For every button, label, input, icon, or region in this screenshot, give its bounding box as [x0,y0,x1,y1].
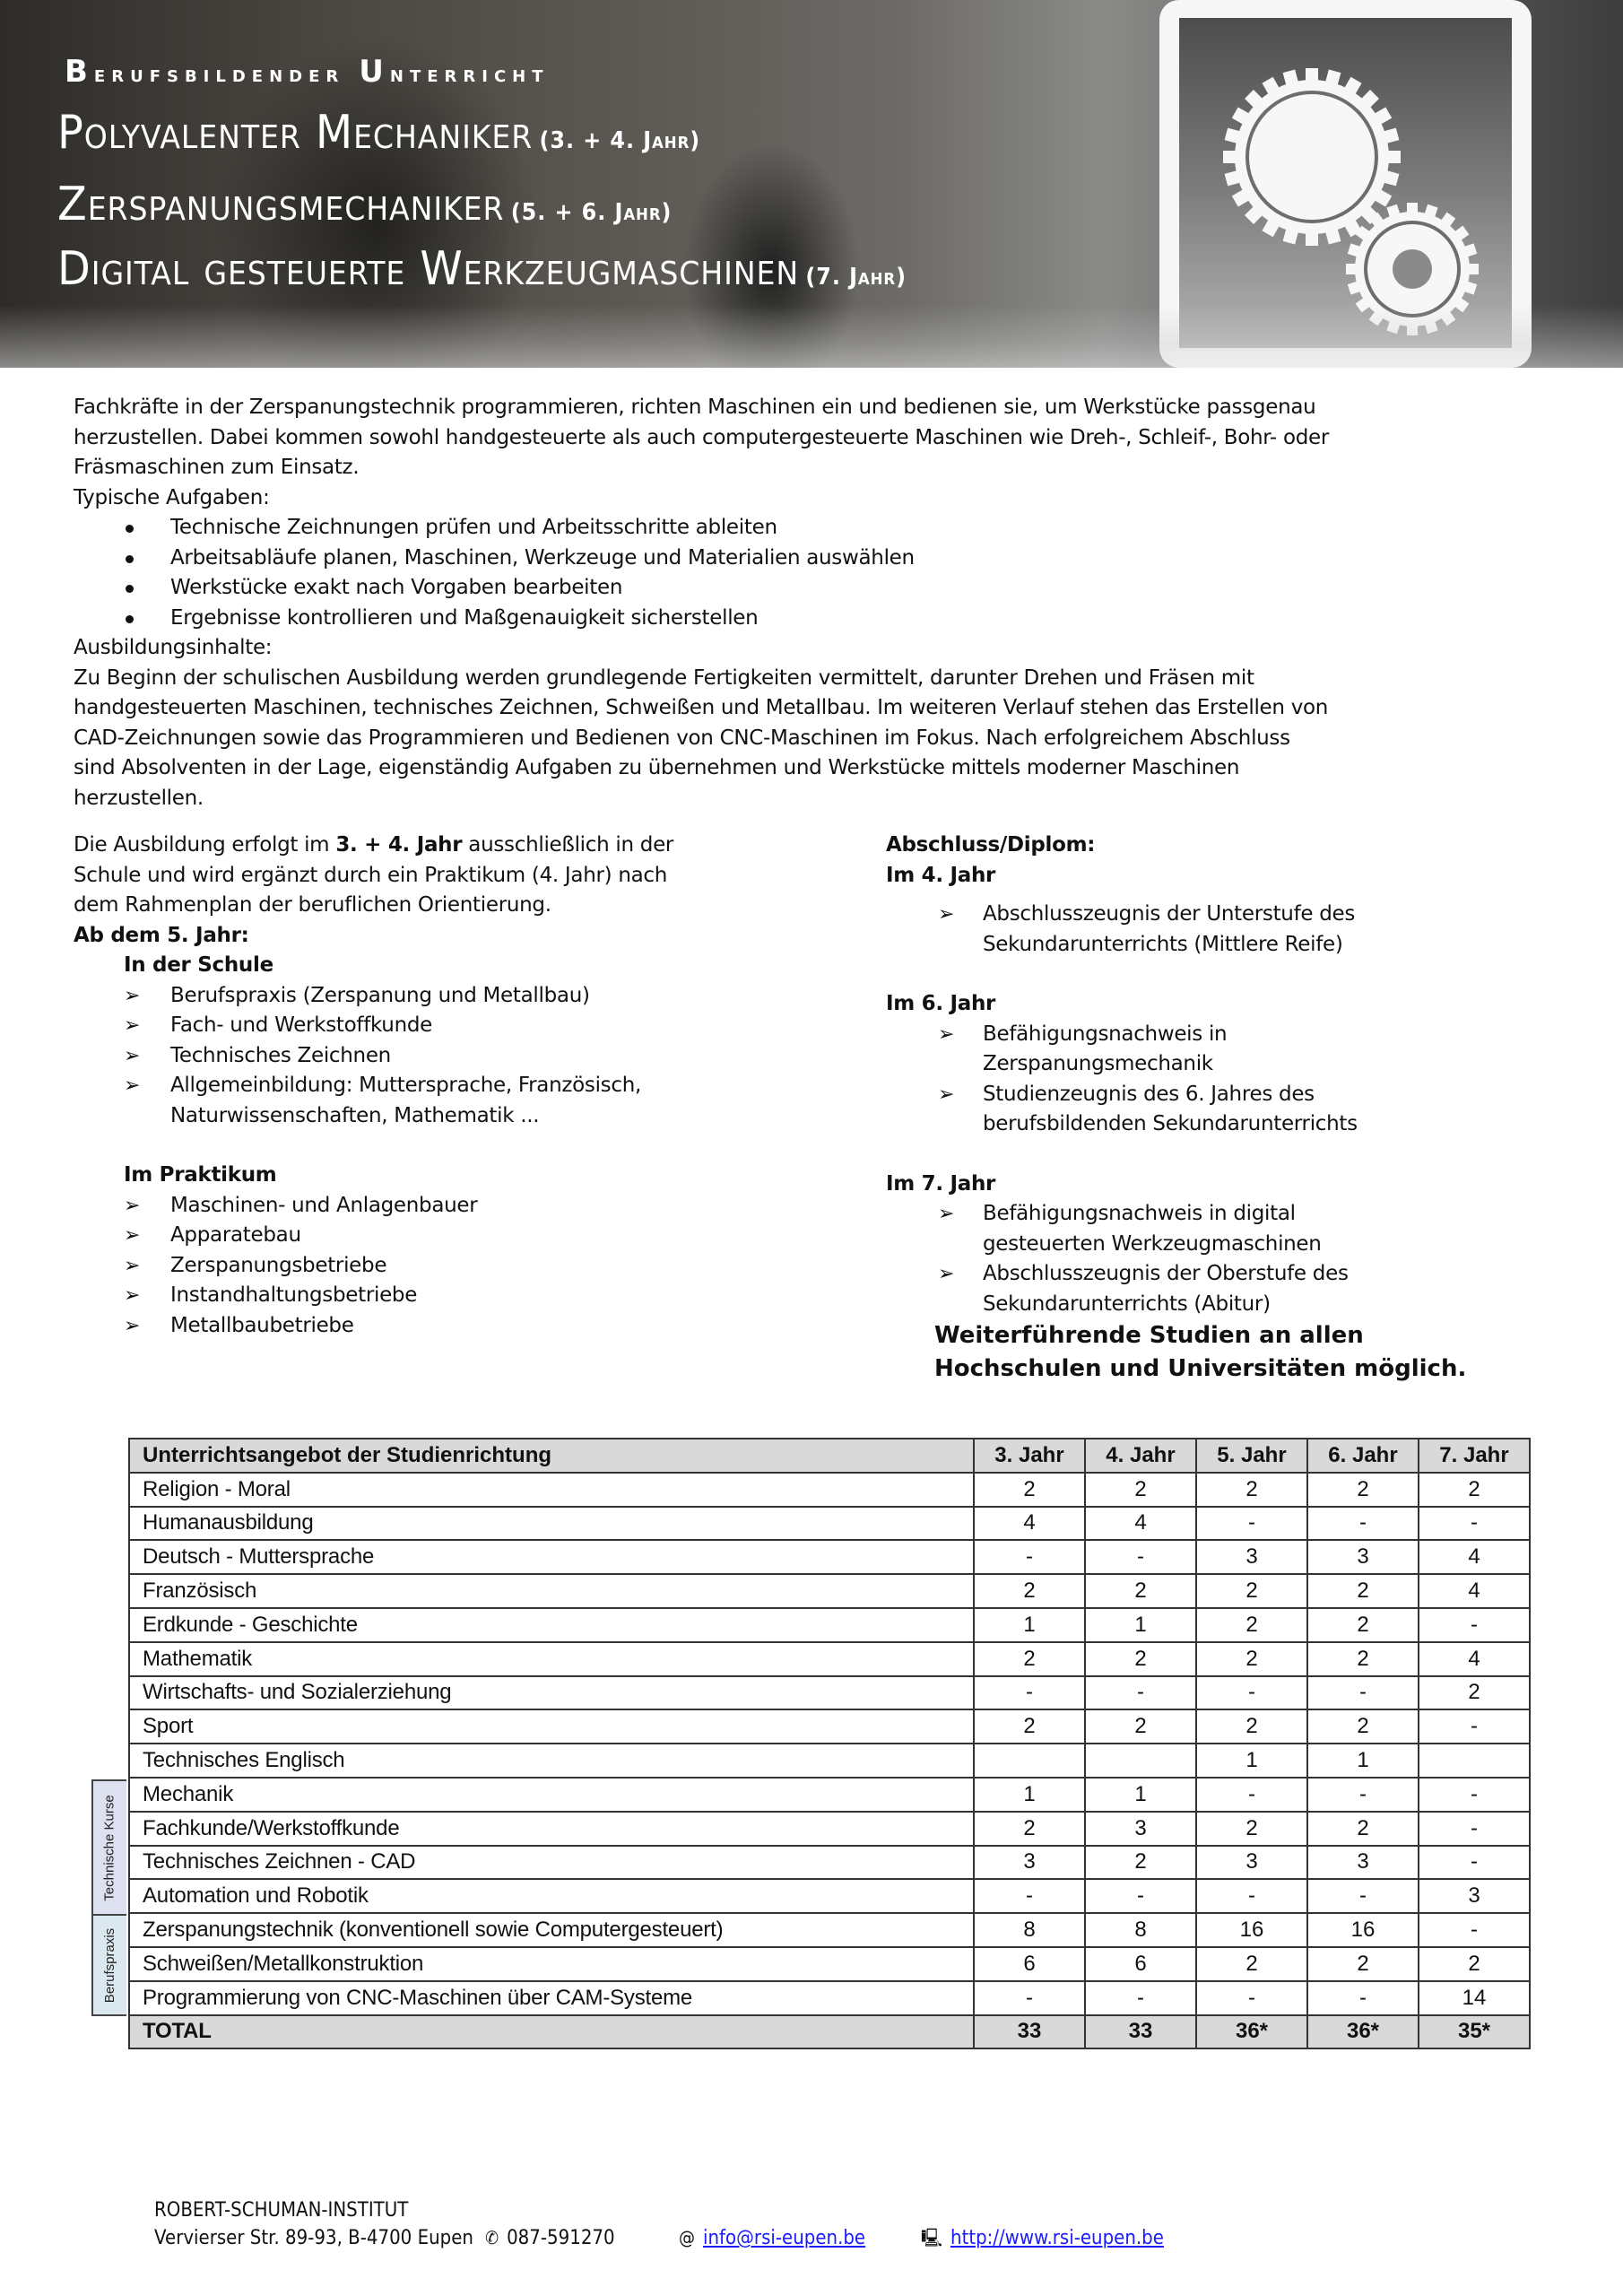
hours-cell: 4 [1419,1540,1530,1574]
table-row [129,1913,1530,1947]
hours-cell: 1 [1196,1744,1307,1778]
diploma-item [886,1259,1460,1319]
title-sub: (5. + 6. Jahr) [510,199,673,226]
hours-cell: - [1419,1507,1530,1541]
title-main: Polyvalenter Mechaniker [57,106,534,160]
item-text: Maschinen- und Anlagenbauer [170,1193,478,1217]
hours-cell: - [974,1676,1085,1710]
hours-cell: 16 [1307,1913,1419,1947]
title-sub: (3. + 4. Jahr) [539,127,701,154]
table-row [129,1574,1530,1608]
intro-line: Fachkräfte in der Zerspanungstechnik programmieren, richten Maschinen ein und bedienen sie, um Werkstücke passgenau [74,396,1316,419]
table-row [129,1947,1530,1981]
tasks-heading: Typische Aufgaben: [74,485,270,509]
hours-cell: 2 [974,1574,1085,1608]
group-label-practice [91,1914,126,2016]
subject-cell: Humanausbildung [129,1507,974,1541]
arrow-bullet-icon: ➢ [938,1083,955,1106]
table-row [129,1812,1530,1846]
hours-cell: 2 [1307,1947,1419,1981]
subject-cell: Religion - Moral [129,1473,974,1507]
hours-cell: - [1085,1540,1196,1574]
hours-cell: 2 [1085,1709,1196,1744]
subject-cell: Programmierung von CNC-Maschinen über CAM-Systeme [129,1981,974,2015]
phone-number: 087-591270 [507,2227,615,2249]
table-body [129,1473,1530,2049]
column-header: 5. Jahr [1196,1439,1307,1473]
table-row [129,1744,1530,1778]
arrow-bullet-icon: ➢ [124,1194,141,1217]
hours-cell: 1 [1085,1778,1196,1812]
content-line: CAD-Zeichnungen sowie das Programmieren und Bedienen von CNC-Maschinen im Fokus. Nach erfolgreichem Abschluss [74,726,1290,750]
computer-icon: 🖳 [921,2227,943,2248]
hours-cell: 4 [1419,1574,1530,1608]
title-main: Digital gesteuerte Werkzeugmaschinen [57,242,800,296]
training-line-3: dem Rahmenplan der beruflichen Orientierung. [74,893,551,917]
internship-item [74,1281,809,1311]
hours-cell: - [974,1981,1085,2015]
item-text: Metallbaubetriebe [170,1313,354,1337]
hours-cell: 6 [974,1947,1085,1981]
diploma-item [886,1080,1460,1140]
hours-cell: - [1307,1676,1419,1710]
arrow-bullet-icon: ➢ [124,1014,141,1037]
note-line: Hochschulen und Universitäten möglich. [934,1355,1467,1382]
diploma-item [886,900,1460,960]
subject-cell: Schweißen/Metallkonstruktion [129,1947,974,1981]
item-text: Studienzeugnis des 6. Jahres des berufsbildenden Sekundarunterrichts [983,1082,1358,1135]
subject-cell: TOTAL [129,2015,974,2049]
banner-title-3 [57,242,907,296]
hours-cell: 2 [1196,1812,1307,1846]
hours-cell: 8 [974,1913,1085,1947]
table-row [129,1879,1530,1913]
table-row [129,1507,1530,1541]
hours-cell: 1 [974,1778,1085,1812]
table-row [129,1981,1530,2015]
table-row [129,1676,1530,1710]
item-text: Berufspraxis (Zerspanung und Metallbau) [170,983,590,1007]
course-table [128,1438,1531,2049]
subject-cell: Wirtschafts- und Sozialerziehung [129,1676,974,1710]
task-text: Arbeitsabläufe planen, Maschinen, Werkzeuge und Materialien auswählen [170,545,915,570]
hours-cell: 2 [1419,1676,1530,1710]
arrow-bullet-icon: ➢ [938,1263,955,1285]
item-text: Allgemeinbildung: Muttersprache, Französisch, Naturwissenschaften, Mathematik ... [170,1074,641,1127]
hours-cell: 2 [1307,1642,1419,1676]
hours-cell: - [1085,1676,1196,1710]
year7-list [886,1199,1532,1319]
internship-list [74,1191,809,1342]
training-line-1 [74,831,809,861]
banner-kicker [65,54,550,90]
intro-line: Fräsmaschinen zum Einsatz. [74,456,360,479]
internship-heading: Im Praktikum [124,1163,277,1187]
internship-item [74,1311,809,1342]
hours-cell: 2 [1196,1574,1307,1608]
hours-cell: 35* [1419,2015,1530,2049]
arrow-bullet-icon: ➢ [124,1074,141,1097]
hours-cell: 33 [974,2015,1085,2049]
hours-cell: - [1307,1879,1419,1913]
hours-cell: - [1419,1608,1530,1642]
hours-cell: 3 [1419,1879,1530,1913]
hours-cell [974,1744,1085,1778]
group-label-technical [91,1779,126,1916]
hours-cell: - [974,1879,1085,1913]
intro-section [74,393,1571,813]
item-text: Abschlusszeugnis der Unterstufe des Sekundarunterrichts (Mittlere Reife) [983,902,1356,956]
hours-cell: - [1419,1778,1530,1812]
hours-cell: - [1085,1981,1196,2015]
hours-cell: 2 [1419,1473,1530,1507]
table-row [129,1540,1530,1574]
task-item [74,544,1571,574]
gears-icon [1159,0,1532,368]
phone [485,2224,679,2252]
arrow-bullet-icon: ➢ [124,1044,141,1067]
title-main: Zerspanungsmechaniker [57,178,505,231]
contact-row [154,2224,1164,2252]
hours-cell: 4 [974,1507,1085,1541]
hours-cell: 2 [974,1642,1085,1676]
arrow-bullet-icon: ➢ [938,1022,955,1046]
text: ausschließlich in der [462,833,674,857]
training-line-2: Schule und wird ergänzt durch ein Praktikum (4. Jahr) nach [74,863,668,887]
year4-heading: Im 4. Jahr [886,863,996,887]
hours-cell: - [1307,1778,1419,1812]
hours-cell: 8 [1085,1913,1196,1947]
website [921,2224,1164,2252]
hours-cell: 36* [1307,2015,1419,2049]
hours-cell: 3 [1307,1846,1419,1880]
subject-cell: Sport [129,1709,974,1744]
table-row [129,1642,1530,1676]
table-total-row [129,2015,1530,2049]
hours-cell: 36* [1196,2015,1307,2049]
kicker-cap-1: B [65,54,94,90]
school-item [74,1071,737,1131]
title-sub: (7. Jahr) [805,264,907,291]
school-item [74,1011,809,1041]
arrow-bullet-icon: ➢ [124,1284,141,1307]
subject-cell: Automation und Robotik [129,1879,974,1913]
hours-cell: 6 [1085,1947,1196,1981]
bullet-icon [126,555,134,563]
bullet-icon [126,585,134,593]
school-list [74,981,809,1132]
table-header-row [129,1439,1530,1473]
item-text: Technisches Zeichnen [170,1043,391,1067]
hours-cell: 2 [1419,1947,1530,1981]
content-heading: Ausbildungsinhalte: [74,636,273,659]
hours-cell [1085,1744,1196,1778]
diploma-item [886,1020,1388,1080]
hours-cell: 2 [974,1709,1085,1744]
task-item [74,604,1571,634]
hours-cell: - [1419,1812,1530,1846]
hours-cell: 2 [1085,1473,1196,1507]
text: Die Ausbildung erfolgt im [74,833,336,857]
banner-title-1 [57,106,700,160]
hours-cell: 33 [1085,2015,1196,2049]
hours-cell: 2 [1307,1812,1419,1846]
content-line: sind Absolventen in der Lage, eigenständig Aufgaben zu übernehmen und Werkstücke mittels moderner Maschinen [74,756,1240,779]
diploma-item [886,1199,1406,1259]
hours-cell: 2 [974,1473,1085,1507]
hours-cell: 3 [974,1846,1085,1880]
training-structure-section [74,831,809,1341]
hours-cell: - [1419,1709,1530,1744]
item-text: Zerspanungsbetriebe [170,1253,387,1277]
subject-cell: Mechanik [129,1778,974,1812]
content-line: handgesteuerten Maschinen, technisches Zeichnen, Schweißen und Metallbau. Im weiteren Verlauf stehen das Erstellen von [74,696,1329,719]
at-icon: @ [679,2227,695,2248]
hours-cell: - [974,1540,1085,1574]
diploma-heading: Abschluss/Diplom: [886,833,1096,857]
hours-cell: 2 [1307,1709,1419,1744]
hours-cell: 1 [1085,1608,1196,1642]
task-text: Werkstücke exakt nach Vorgaben bearbeiten [170,576,623,599]
item-text: Befähigungsnachweis in Zerspanungsmechanik [983,1022,1228,1075]
group-label-text: Technische Kurse [102,1794,117,1901]
task-text: Ergebnisse kontrollieren und Maßgenauigkeit sicherstellen [170,605,759,630]
hours-cell: - [1196,1778,1307,1812]
subject-cell: Erdkunde - Geschichte [129,1608,974,1642]
arrow-bullet-icon: ➢ [124,984,141,1007]
banner-title-2 [57,178,672,231]
hours-cell: 4 [1419,1642,1530,1676]
item-text: Apparatebau [170,1223,301,1247]
column-header: Unterrichtsangebot der Studienrichtung [129,1439,974,1473]
hours-cell: 2 [1196,1709,1307,1744]
hours-cell: 2 [1085,1574,1196,1608]
bullet-icon [126,525,134,533]
subject-cell: Technisches Englisch [129,1744,974,1778]
column-header: 3. Jahr [974,1439,1085,1473]
table-row [129,1473,1530,1507]
hours-cell: 3 [1307,1540,1419,1574]
hours-cell: 2 [974,1812,1085,1846]
internship-item [74,1191,809,1222]
table-row [129,1608,1530,1642]
arrow-bullet-icon: ➢ [124,1224,141,1247]
year7-heading: Im 7. Jahr [886,1171,996,1196]
tasks-list [74,513,1571,633]
item-text: Abschlusszeugnis der Oberstufe des Sekundarunterrichts (Abitur) [983,1262,1349,1316]
school-item [74,981,809,1012]
hours-cell: 2 [1085,1846,1196,1880]
hours-cell: 2 [1196,1642,1307,1676]
hours-cell: - [1196,1507,1307,1541]
hours-cell: - [1196,1676,1307,1710]
school-heading: In der Schule [124,953,273,977]
kicker-cap-2: U [359,54,390,90]
arrow-bullet-icon: ➢ [938,903,955,926]
phone-icon: ✆ [485,2227,499,2248]
table-row [129,1778,1530,1812]
kicker-text-1: erufsbildender [93,61,360,88]
bullet-icon [126,615,134,623]
hours-cell: 2 [1196,1473,1307,1507]
arrow-bullet-icon: ➢ [124,1314,141,1337]
email-link[interactable]: info@rsi-eupen.be [703,2227,866,2249]
column-header: 6. Jahr [1307,1439,1419,1473]
hours-cell: - [1307,1981,1419,2015]
arrow-bullet-icon: ➢ [124,1254,141,1277]
hours-cell: 2 [1196,1608,1307,1642]
subject-cell: Fachkunde/Werkstoffkunde [129,1812,974,1846]
hours-cell: 1 [1307,1744,1419,1778]
subject-cell: Zerspanungstechnik (konventionell sowie Computergesteuert) [129,1913,974,1947]
subject-cell: Deutsch - Muttersprache [129,1540,974,1574]
hours-cell: 2 [1085,1642,1196,1676]
further-studies-note [886,1319,1532,1386]
hours-cell: 14 [1419,1981,1530,2015]
item-text: Fach- und Werkstoffkunde [170,1013,433,1037]
subject-cell: Französisch [129,1574,974,1608]
table-row [129,1846,1530,1880]
hours-cell: 16 [1196,1913,1307,1947]
column-header: 4. Jahr [1085,1439,1196,1473]
year6-heading: Im 6. Jahr [886,992,996,1015]
task-text: Technische Zeichnungen prüfen und Arbeitsschritte ableiten [170,516,777,539]
address: Vervierser Str. 89-93, B-4700 Eupen [154,2227,473,2249]
hours-cell: 1 [974,1608,1085,1642]
arrow-bullet-icon: ➢ [938,1203,955,1225]
content-line: Zu Beginn der schulischen Ausbildung werden grundlegende Fertigkeiten vermittelt, darunter Drehen und Fräsen mit [74,665,1254,690]
hours-cell: 3 [1085,1812,1196,1846]
email [679,2224,921,2252]
item-text: Befähigungsnachweis in digital gesteuerten Werkzeugmaschinen [983,1202,1322,1256]
hours-cell: - [1419,1846,1530,1880]
year6-list [886,1020,1532,1140]
hours-cell: 3 [1196,1846,1307,1880]
task-item [74,513,1571,544]
table-row [129,1709,1530,1744]
website-link[interactable]: http://www.rsi-eupen.be [950,2227,1164,2249]
column-header: 7. Jahr [1419,1439,1530,1473]
group-label-text: Berufspraxis [102,1927,117,2003]
note-line: Weiterführende Studien an allen [934,1322,1364,1349]
hours-cell: 2 [1307,1473,1419,1507]
task-item [74,573,1571,604]
subject-cell: Technisches Zeichnen - CAD [129,1846,974,1880]
hours-cell: - [1419,1913,1530,1947]
hours-cell [1419,1744,1530,1778]
content-line: herzustellen. [74,786,204,810]
internship-item [74,1221,809,1251]
header-banner [0,0,1623,368]
hours-cell: 3 [1196,1540,1307,1574]
hours-cell: - [1307,1507,1419,1541]
from-year5-heading: Ab dem 5. Jahr: [74,923,249,947]
intro-line: herzustellen. Dabei kommen sowohl handgesteuerte als auch computergesteuerte Maschinen wie Dreh-, Schleif-, Bohr- oder [74,425,1330,449]
institution-name: ROBERT-SCHUMAN-INSTITUT [154,2199,409,2222]
footer [154,2197,1164,2252]
school-item [74,1041,809,1072]
kicker-text-2: nterricht [389,61,550,88]
text-bold: 3. + 4. Jahr [335,833,463,857]
hours-cell: 2 [1196,1947,1307,1981]
hours-cell: - [1196,1981,1307,2015]
year4-list [886,900,1532,960]
item-text: Instandhaltungsbetriebe [170,1283,418,1307]
hours-cell: - [1196,1879,1307,1913]
hours-cell: 2 [1307,1574,1419,1608]
hours-cell: 4 [1085,1507,1196,1541]
diploma-section [886,831,1532,1386]
subject-cell: Mathematik [129,1642,974,1676]
internship-item [74,1251,809,1282]
hours-cell: - [1085,1879,1196,1913]
hours-cell: 2 [1307,1608,1419,1642]
